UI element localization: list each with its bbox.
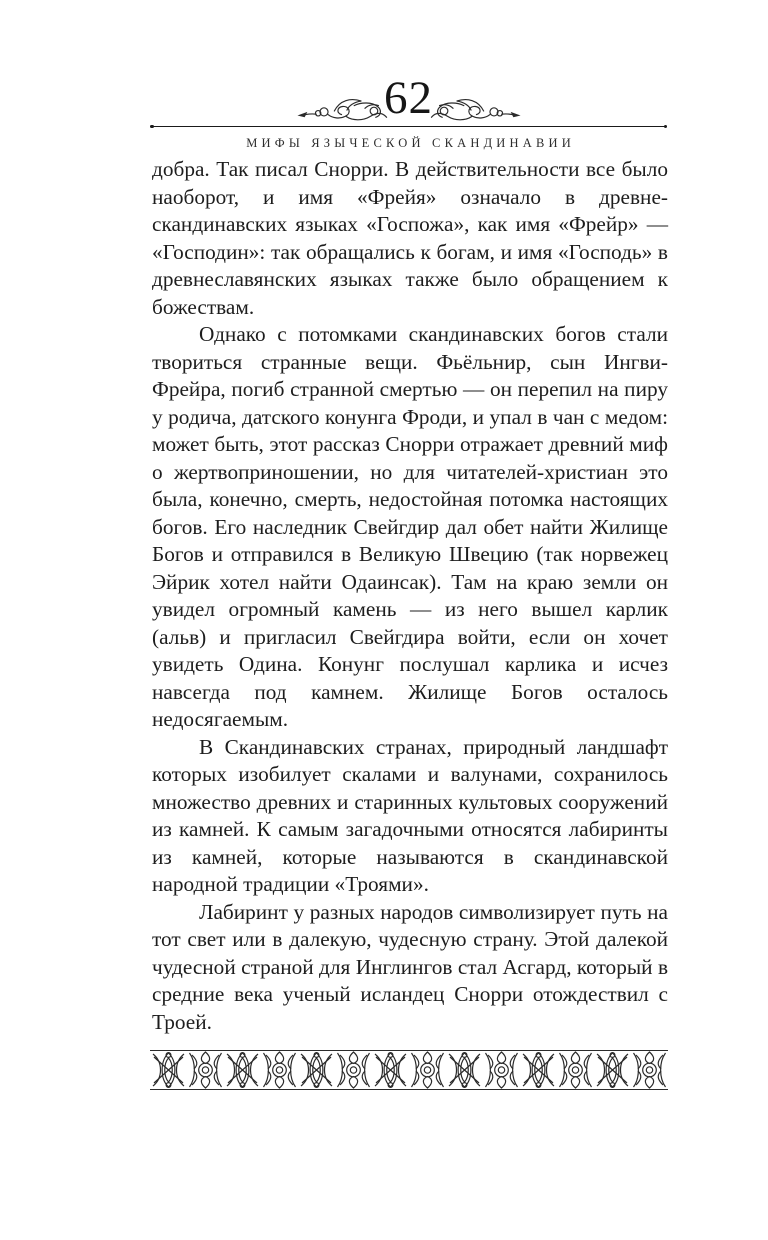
page-text (152, 156, 668, 1036)
running-header: МИФЫ ЯЗЫЧЕСКОЙ СКАНДИНАВИИ (246, 136, 575, 150)
paragraph-2: Однако с потомками скандинавских богов стали твориться странные вещи. Фьёльнир, сын Ингви-Фрейра, погиб странной смертью — он перепил на пиру у родича, датского конунга Фроди, и упал в чан с медом: может быть, этот рассказ Снорри отражает древний миф о жертвоприношении, но для читателей-христиан это была, конечно, смерть, недостойная потомка настоящих богов. Его наследник Свейгдир дал обет найти Жилище Богов и отправился в Великую Швецию (так норвежец Эйрик хотел найти Одаинсак). Там на краю земли он увидел огромный камень — из него вышел карлик (альв) и пригласил Свейгдира войти, если он хочет увидеть Одина. Конунг послушал карлика и исчез навсегда под камнем. Жилище Богов осталось недосягаемым. (152, 322, 668, 731)
knotwork-frieze-icon (150, 1049, 668, 1091)
page-number: 62 (384, 72, 433, 124)
paragraph-3: В Скандинавских странах, природный ландшафт которых изобилует скалами и валунами, сохранилось множество древних и старинных культовых сооружений из камней. К самым загадочными относятся лабиринты из камней, которые называются в скандинавской народной традиции «Троями». (152, 734, 668, 896)
knot-flourish-right-icon (426, 93, 526, 129)
header-rule (152, 126, 665, 127)
paragraph-1: добра. Так писал Снорри. В действительности все было наоборот, и имя «Фрейя» означало в древнескандинавских языках «Госпожа», как имя «Фрейр» — «Господин»: так обращались к богам, и имя «Господь» в древнеславянских языках также было обращением к божествам. (152, 157, 668, 319)
paragraph-4: Лабиринт у разных народов символизирует путь на тот свет или в далекую, чудесную страну. Этой далекой чудесной страной для Инглингов стал Асгард, который в средние века ученый исландец Снорри отождествил с Троей. (152, 899, 668, 1034)
